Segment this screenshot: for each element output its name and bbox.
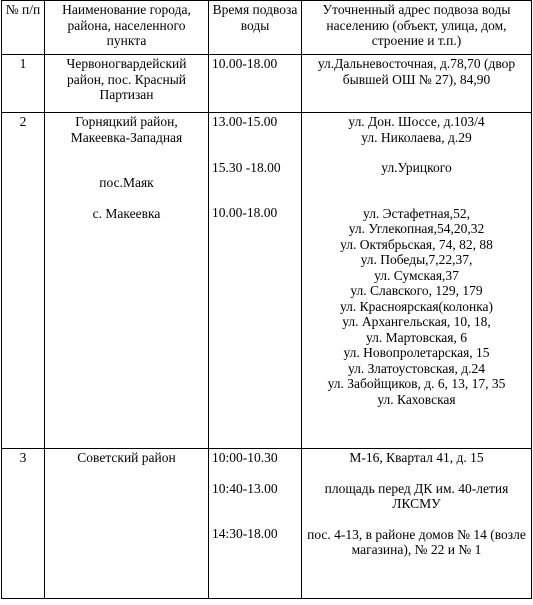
addr3-line: ул. Красноярская(колонка) bbox=[339, 298, 494, 314]
addr-2: площадь перед ДК им. 40-летия ЛКСМУ bbox=[324, 480, 509, 511]
row-time bbox=[209, 449, 302, 599]
name-makeevka: с. Макеевка bbox=[92, 205, 161, 221]
addr3-line: ул. Каховская bbox=[377, 391, 456, 407]
time-1: 10:00-10.30 bbox=[212, 450, 278, 465]
name-mayak: пос.Маяк bbox=[99, 175, 154, 190]
water-delivery-table bbox=[1, 0, 532, 599]
name-main: Горняцкий район, Макеевка-Западная bbox=[70, 114, 183, 145]
addr3-line: ул. Новопролетарская, 15 bbox=[343, 345, 490, 360]
time-3: 14:30-18.00 bbox=[212, 526, 278, 541]
addr1-line: ул. Дон. Шоссе, д.103/4 bbox=[348, 114, 485, 129]
addr3-line: ул. Эстафетная,52, bbox=[363, 205, 470, 221]
row-address bbox=[302, 113, 532, 449]
row-address bbox=[302, 449, 532, 599]
header-name: Наименование города, района, населенного пункта bbox=[45, 1, 209, 55]
row-name: Червоногвардейский район, пос. Красный Партизан bbox=[45, 55, 209, 113]
addr3-line: ул. Октябрьская, 74, 82, 88 bbox=[340, 236, 493, 252]
addr3-line: ул. Славского, 129, 179 bbox=[350, 283, 483, 298]
addr-3: пос. 4-13, в районе домов № 14 (возле магазина), № 22 и № 1 bbox=[307, 526, 526, 557]
addr2-line: ул.Урицкого bbox=[381, 160, 452, 175]
addr1-line: ул. Николаева, д.29 bbox=[361, 129, 472, 145]
addr3-line: ул. Мартовская, 6 bbox=[365, 329, 468, 345]
table-row bbox=[2, 55, 532, 113]
addr3-line: ул. Сумская,37 bbox=[374, 267, 459, 283]
header-time: Время подвоза воды bbox=[209, 1, 302, 55]
addr3-line: ул. Забойщиков, д. 6, 13, 17, 35 bbox=[327, 376, 506, 391]
addr3-line: ул. Златоустовская, д.24 bbox=[347, 360, 486, 376]
table-row bbox=[2, 449, 532, 599]
table-header-row bbox=[2, 1, 532, 55]
row-name bbox=[45, 113, 209, 449]
row-name: Советский район bbox=[45, 449, 209, 599]
addr3-line: ул. Архангельская, 10, 18, bbox=[342, 314, 491, 329]
row-num: 2 bbox=[2, 113, 45, 449]
row-num: 3 bbox=[2, 449, 45, 599]
row-time: 10.00-18.00 bbox=[209, 55, 302, 113]
row-address: ул.Дальневосточная, д.78,70 (двор бывшей ОШ № 27), 84,90 bbox=[302, 55, 532, 113]
time-3: 10.00-18.00 bbox=[212, 205, 278, 220]
addr-1: М-16, Квартал 41, д. 15 bbox=[349, 450, 484, 465]
time-1: 13.00-15.00 bbox=[212, 114, 278, 129]
table-row bbox=[2, 113, 532, 449]
row-time bbox=[209, 113, 302, 449]
header-address: Уточненный адрес подвоза воды населению (объект, улица, дом, строение и т.п.) bbox=[302, 1, 532, 55]
header-num: № п/п bbox=[2, 1, 45, 55]
time-2: 15.30 -18.00 bbox=[212, 159, 281, 175]
addr3-line: ул. Победы,7,22,37, bbox=[360, 252, 473, 267]
time-2: 10:40-13.00 bbox=[212, 480, 278, 496]
addr3-line: ул. Углекопная,54,20,32 bbox=[348, 221, 485, 236]
row-num: 1 bbox=[2, 55, 45, 113]
